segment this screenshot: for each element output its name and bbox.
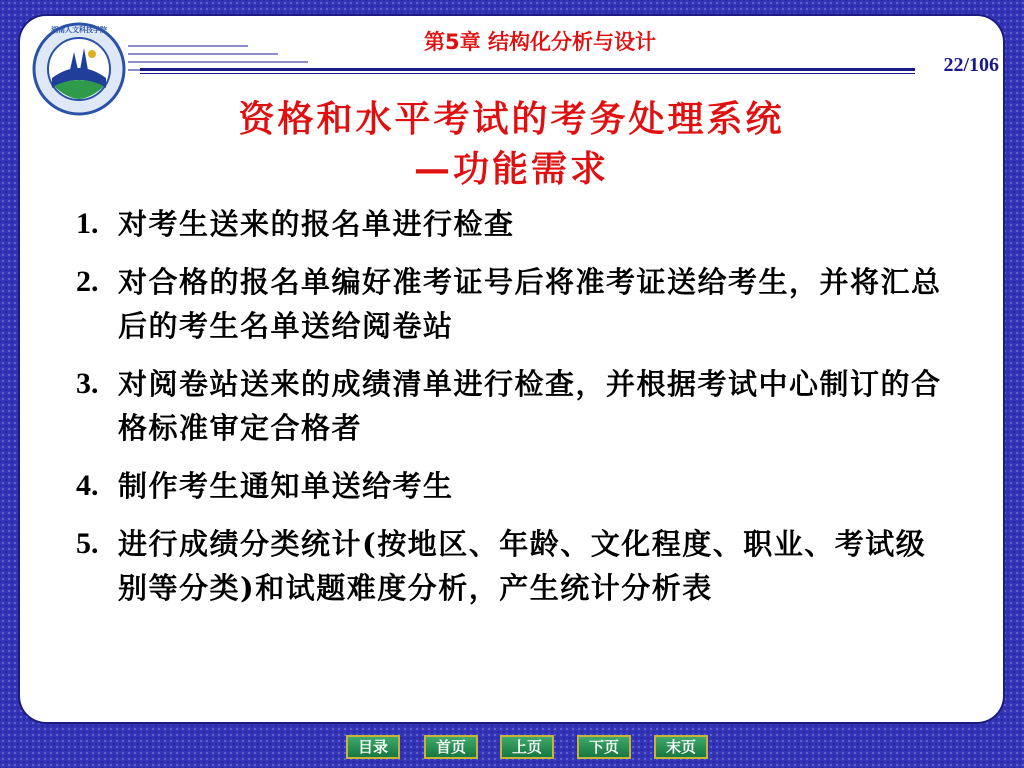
prev-page-button[interactable]: 上页 — [500, 735, 554, 759]
title-line-1: 资格和水平考试的考务处理系统 — [238, 98, 785, 140]
item-text: 对合格的报名单编好准考证号后将准考证送给考生，并将汇总后的考生名单送给阅卷站 — [118, 265, 942, 343]
navigation-bar — [0, 735, 1024, 763]
toc-button[interactable]: 目录 — [346, 735, 400, 759]
header-decoration — [128, 38, 358, 90]
item-number: 4. — [76, 469, 99, 502]
title-line-2: —功能需求 — [413, 148, 609, 190]
list-item — [76, 522, 956, 610]
header-rule — [140, 68, 915, 71]
item-number: 5. — [76, 527, 99, 560]
item-text: 对考生送来的报名单进行检查 — [118, 207, 515, 241]
page-number: 22/106 — [943, 54, 999, 76]
next-page-button[interactable]: 下页 — [577, 735, 631, 759]
item-number: 3. — [76, 367, 99, 400]
slide-panel — [20, 16, 1003, 722]
item-text: 进行成绩分类统计(按地区、年龄、文化程度、职业、考试级别等分类)和试题难度分析，产生统计分析表 — [118, 527, 927, 605]
logo-text: 湖南人文科技学院 — [51, 26, 107, 34]
requirements-list — [76, 202, 956, 624]
item-number: 2. — [76, 265, 99, 298]
header-rule-thin — [140, 73, 915, 74]
last-page-button[interactable]: 末页 — [654, 735, 708, 759]
first-page-button[interactable]: 首页 — [424, 735, 478, 759]
list-item — [76, 202, 956, 246]
list-item — [76, 362, 956, 450]
chapter-title: 第5章 结构化分析与设计 — [424, 30, 656, 54]
list-item — [76, 260, 956, 348]
item-text: 制作考生通知单送给考生 — [118, 469, 454, 503]
slide-title — [20, 94, 1003, 194]
item-number: 1. — [76, 207, 99, 240]
list-item — [76, 464, 956, 508]
item-text: 对阅卷站送来的成绩清单进行检查，并根据考试中心制订的合格标准审定合格者 — [118, 367, 942, 445]
